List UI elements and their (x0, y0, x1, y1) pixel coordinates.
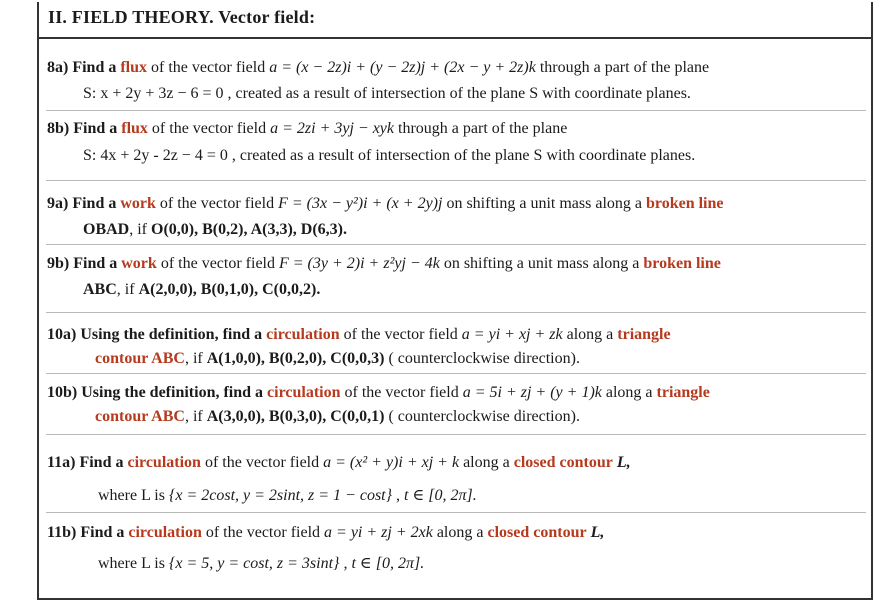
problem-9b-line2: ABC, if A(2,0,0), B(0,1,0), C(0,0,2). (83, 281, 321, 298)
problem-11a-line2: where L is {x = 2cost, y = 2sint, z = 1 − cost} , t ∈ [0, 2π]. (98, 487, 477, 504)
keyword-flux: flux (121, 120, 148, 137)
problem-8a-line2: S: x + 2y + 3z − 6 = 0 , created as a result of intersection of the plane S with coordinate planes. (83, 85, 691, 102)
formula: a = (x² + y)i + xj + k (323, 454, 460, 471)
title-divider (37, 37, 873, 39)
problem-10a-line2: contour ABC, if A(1,0,0), B(0,2,0), C(0,0,3) ( counterclockwise direction). (95, 350, 580, 367)
separator (46, 373, 866, 374)
problem-8b-line2: S: 4x + 2y - 2z − 4 = 0 , created as a result of intersection of the plane S with coordinate planes. (83, 147, 696, 164)
keyword-work: work (121, 255, 157, 272)
problem-8b-line1: 8b) Find a flux of the vector field a = 2zi + 3yj − xyk through a part of the plane (47, 120, 568, 137)
problem-9b-line1: 9b) Find a work of the vector field F = (3y + 2)i + z²yj − 4k on shifting a unit mass along a broken line (47, 255, 721, 272)
problem-10a-line1: 10a) Using the definition, find a circulation of the vector field a = yi + xj + zk along a triangle (47, 326, 671, 343)
keyword-closed-contour: closed contour (487, 524, 587, 541)
separator (46, 312, 866, 313)
keyword-broken-line: broken line (645, 195, 724, 212)
problem-9a-line2: OBAD, if O(0,0), B(0,2), A(3,3), D(6,3). (83, 221, 347, 238)
formula: a = 2zi + 3yj − xyk (270, 120, 395, 137)
problem-8a-line1: 8a) Find a flux of the vector field a = (x − 2z)i + (y − 2z)j + (2x − y + 2z)k through a part of the plane (47, 59, 710, 76)
separator (46, 180, 866, 181)
problem-10b-line1: 10b) Using the definition, find a circulation of the vector field a = 5i + zj + (y + 1)k along a triangle (47, 384, 710, 401)
keyword-triangle: triangle (656, 384, 710, 401)
keyword-circulation: circulation (267, 384, 341, 401)
separator (46, 512, 866, 513)
keyword-triangle: triangle (617, 326, 671, 343)
problem-11b-line2: where L is {x = 5, y = cost, z = 3sint} , t ∈ [0, 2π]. (98, 555, 425, 572)
formula: a = yi + zj + 2xk (324, 524, 433, 541)
separator (46, 110, 866, 111)
separator (46, 244, 866, 245)
problem-11a-line1: 11a) Find a circulation of the vector field a = (x² + y)i + xj + k along a closed contour L, (47, 454, 631, 471)
problem-10b-line2: contour ABC, if A(3,0,0), B(0,3,0), C(0,0,1) ( counterclockwise direction). (95, 408, 580, 425)
keyword-circulation: circulation (127, 454, 201, 471)
keyword-work: work (120, 195, 156, 212)
formula: a = yi + xj + zk (461, 326, 563, 343)
formula: F = (3x − y²)i + (x + 2y)j (278, 195, 443, 212)
formula: a = (x − 2z)i + (y − 2z)j + (2x − y + 2z)k (269, 59, 536, 76)
separator (46, 434, 866, 435)
problem-9a-line1: 9a) Find a work of the vector field F = (3x − y²)i + (x + 2y)j on shifting a unit mass along a broken line (47, 195, 724, 212)
keyword-circulation: circulation (128, 524, 202, 541)
formula: a = 5i + zj + (y + 1)k (462, 384, 602, 401)
formula: F = (3y + 2)i + z²yj − 4k (278, 255, 440, 272)
keyword-flux: flux (120, 59, 148, 76)
section-title: II. FIELD THEORY. Vector field: (48, 7, 316, 27)
keyword-broken-line: broken line (643, 255, 721, 272)
problem-11b-line1: 11b) Find a circulation of the vector field a = yi + zj + 2xk along a closed contour L, (47, 524, 605, 541)
keyword-circulation: circulation (266, 326, 340, 343)
keyword-closed-contour: closed contour (513, 454, 613, 471)
